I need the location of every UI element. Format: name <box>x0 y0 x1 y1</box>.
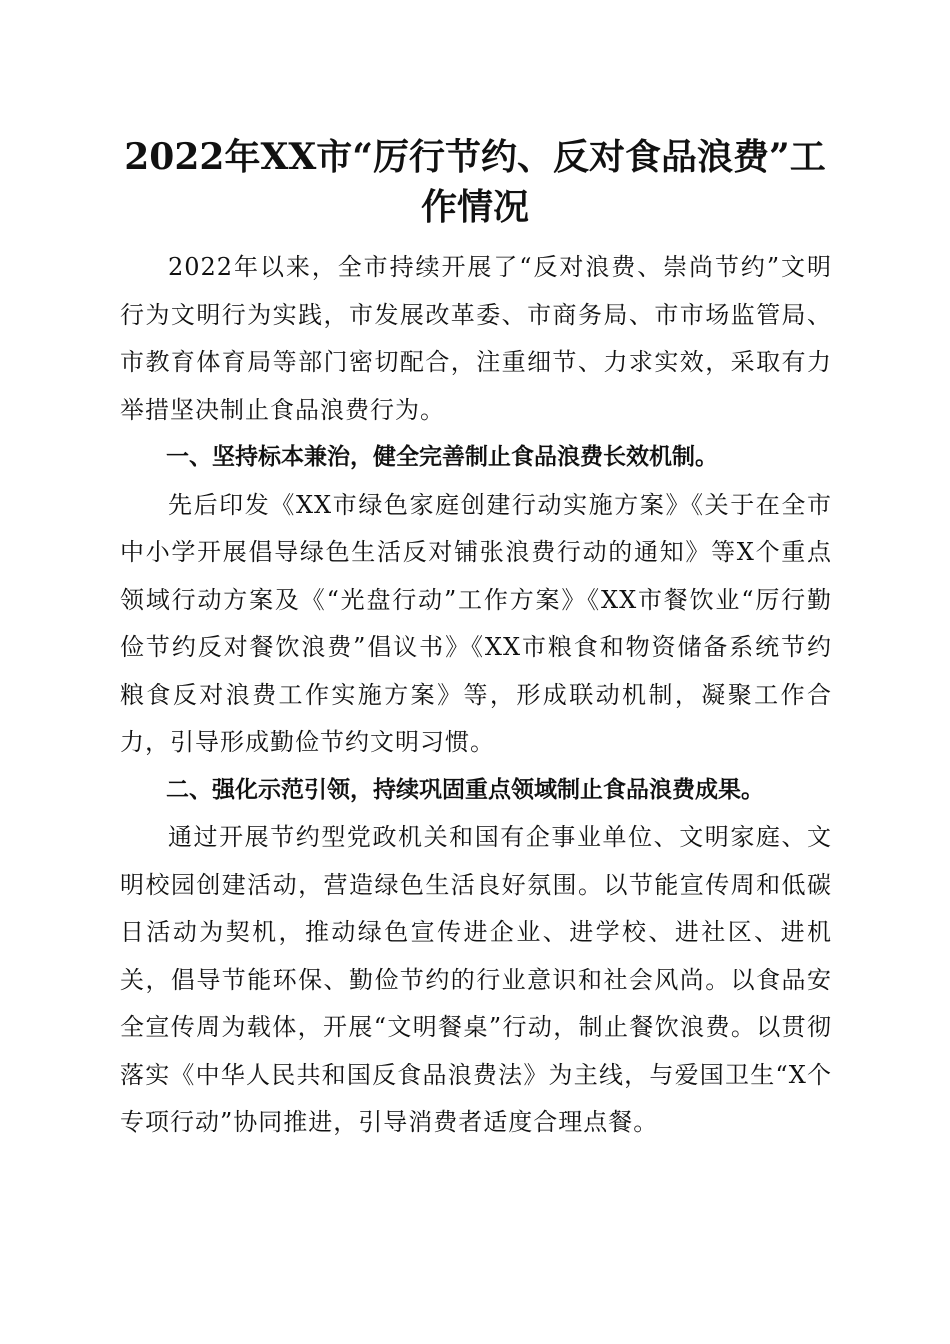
intro-paragraph: 2022年以来，全市持续开展了“反对浪费、崇尚节约”文明行为文明行为实践，市发展改革委、市商务局、市市场监管局、市教育体育局等部门密切配合，注重细节、力求实效，采取有力举措坚决制止食品浪费行为。 <box>120 253 832 424</box>
document-title: 2022年XX市“厉行节约、反对食品浪费”工作情况 <box>124 136 826 228</box>
section-paragraph-1: 先后印发《XX市绿色家庭创建行动实施方案》《关于在全市中小学开展倡导绿色生活反对铺张浪费行动的通知》等X个重点领域行动方案及《“光盘行动”工作方案》《XX市餐饮业“厉行勤俭节约反对餐饮浪费”倡议书》《XX市粮食和物资储备系统节约粮食反对浪费工作实施方案》等，形成联动机制，凝聚工作合力，引导形成勤俭节约文明习惯。 <box>120 490 832 756</box>
document-body <box>120 244 832 1147</box>
section-paragraph-2: 通过开展节约型党政机关和国有企事业单位、文明家庭、文明校园创建活动，营造绿色生活良好氛围。以节能宣传周和低碳日活动为契机，推动绿色宣传进企业、进学校、进社区、进机关，倡导节能环保、勤俭节约的行业意识和社会风尚。以食品安全宣传周为载体，开展“文明餐桌”行动，制止餐饮浪费。以贯彻落实《中华人民共和国反食品浪费法》为主线，与爱国卫生“X个专项行动”协同推进，引导消费者适度合理点餐。 <box>120 823 832 1136</box>
section-heading-1: 一、坚持标本兼治，健全完善制止食品浪费长效机制。 <box>166 444 718 470</box>
section-heading-2: 二、强化示范引领，持续巩固重点领域制止食品浪费成果。 <box>166 776 764 803</box>
